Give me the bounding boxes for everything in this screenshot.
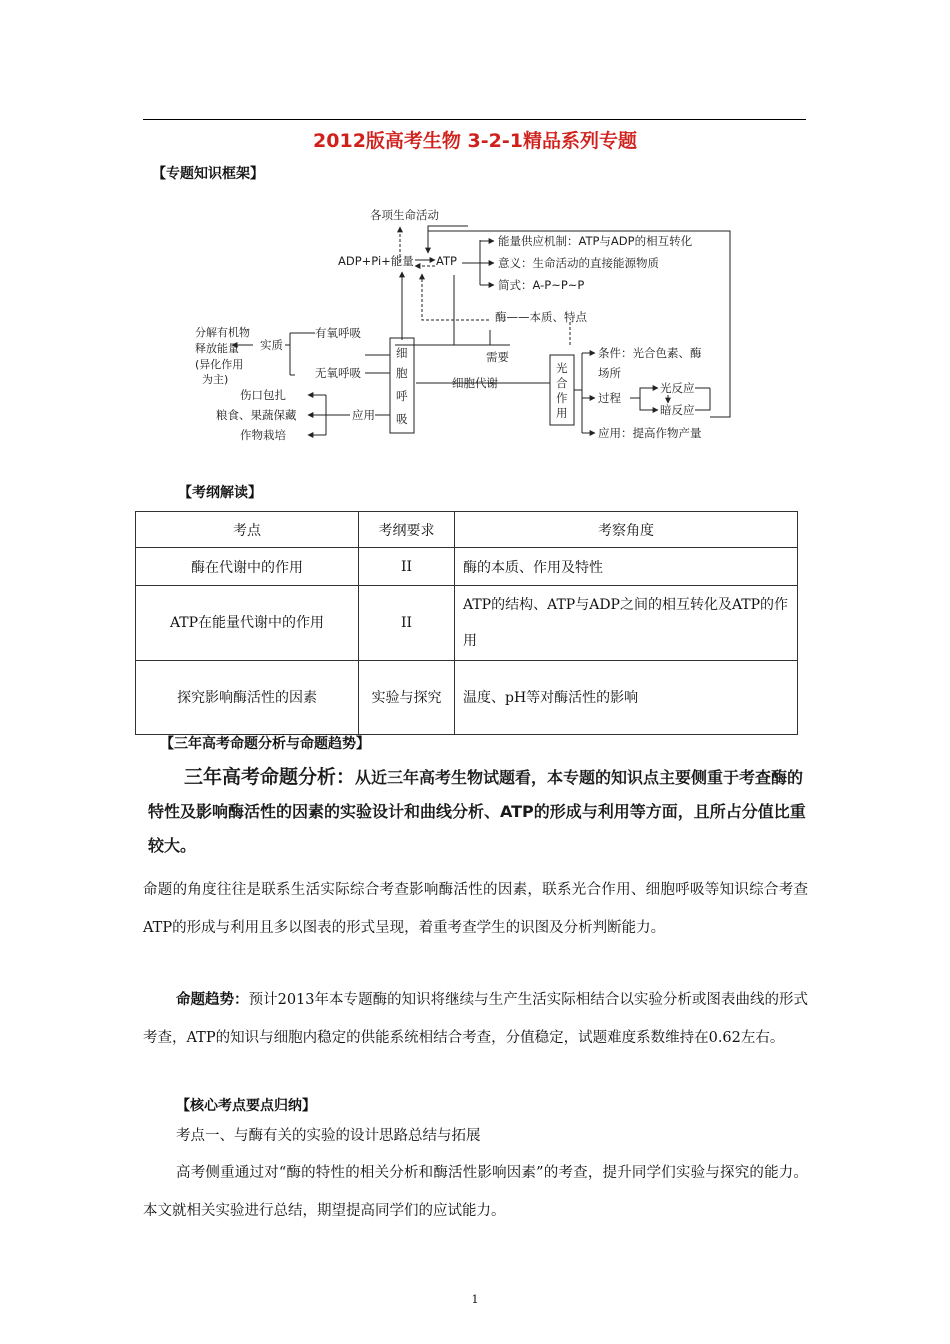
formula-label: 简式：A-P~P~P	[498, 278, 585, 292]
grain-label: 粮食、果蔬保藏	[216, 408, 297, 422]
paragraph-angle: 命题的角度往往是联系生活实际综合考查影响酶活性的因素，联系光合作用、细胞呼吸等知识综合考查ATP的形成与利用且多以图表的形式呈现，着重考查学生的识图及分析判断能力。	[143, 882, 808, 936]
table-cell: II	[359, 548, 455, 586]
wound-label: 伤口包扎	[240, 388, 286, 402]
page-title: 2012版高考生物 3-2-1精品系列专题	[313, 130, 637, 152]
table-cell: 酶在代谢中的作用	[136, 548, 359, 586]
atp-to-activities-line	[428, 226, 468, 253]
table-row	[136, 548, 798, 586]
decompose-label-2: 释放能量	[195, 342, 239, 355]
anaerobic-label: 无氧呼吸	[315, 366, 361, 380]
table-cell: ATP的结构、ATP与ADP之间的相互转化及ATP的作用	[455, 586, 798, 661]
table-cell: II	[359, 586, 455, 661]
respiration-char-3: 呼	[396, 389, 408, 403]
table-cell: 探究影响酶活性的因素	[136, 661, 359, 735]
application-label: 应用	[352, 408, 375, 422]
table-cell: 酶的本质、作用及特性	[455, 548, 798, 586]
section-framework-heading: 【专题知识框架】	[152, 166, 264, 182]
crop-label: 作物栽培	[240, 428, 286, 442]
analysis-text: 从近三年高考生物试题看，本专题的知识点主要侧重于考查酶的特性及影响酶活性的因素的实验设计和曲线分析、ATP的形成与利用等方面，且所占分值比重较大。	[148, 768, 806, 855]
aerobic-label: 有氧呼吸	[315, 326, 361, 340]
diagram-labels	[195, 208, 702, 442]
conditions-label: 条件：光合色素、酶	[598, 346, 702, 360]
site-label: 场所	[598, 366, 621, 380]
respiration-char-4: 吸	[396, 412, 408, 426]
paragraph-point-one: 高考侧重通过对“酶的特性的相关分析和酶活性影响因素”的考查，提升同学们实验与探究的能力。本文就相关实验进行总结，期望提高同学们的应试能力。	[143, 1165, 808, 1219]
photosynthesis-char-4: 用	[556, 406, 568, 420]
photosynthesis-char-3: 作	[556, 391, 568, 405]
table-header-row	[136, 512, 798, 548]
section-syllabus-heading: 【考纲解读】	[178, 485, 262, 501]
process-label: 过程	[598, 391, 621, 405]
respiration-char-1: 细	[396, 346, 408, 360]
atp-label: ATP	[436, 254, 457, 268]
analysis-lead: 三年高考命题分析：	[184, 766, 356, 788]
activities-label: 各项生命活动	[370, 208, 439, 222]
photosynthesis-char-2: 合	[556, 376, 568, 390]
essence-label: 实质	[260, 338, 283, 352]
analysis-block	[148, 760, 818, 863]
table-header-cell: 考察角度	[455, 512, 798, 548]
enzyme-label: 酶——本质、特点	[495, 310, 587, 324]
knowledge-framework-diagram	[190, 205, 750, 455]
mechanism-label: 能量供应机制：ATP与ADP的相互转化	[498, 234, 693, 248]
decompose-label-3: (异化作用	[195, 358, 244, 371]
table-cell: 温度、pH等对酶活性的影响	[455, 661, 798, 735]
trend-label: 命题趋势：	[176, 992, 249, 1008]
table-cell: ATP在能量代谢中的作用	[136, 586, 359, 661]
need-label: 需要	[486, 350, 509, 364]
trend-text: 预计2013年本专题酶的知识将继续与生产生活实际相结合以实验分析或图表曲线的形式考查，ATP的知识与细胞内稳定的供能系统相结合考查，分值稳定，试题难度系数维持在0.62左右。	[143, 992, 808, 1046]
decompose-label-4: 为主)	[202, 373, 229, 386]
respiration-char-2: 胞	[396, 366, 408, 380]
table-header-cell: 考纲要求	[359, 512, 455, 548]
syllabus-table	[135, 511, 798, 735]
decompose-label-1: 分解有机物	[195, 326, 250, 339]
metabolism-label: 细胞代谢	[452, 376, 498, 390]
table-row	[136, 661, 798, 735]
section-analysis-heading: 【三年高考命题分析与命题趋势】	[160, 736, 370, 752]
adp-label: ADP+Pi+能量	[338, 254, 414, 268]
dark-reaction-label: 暗反应	[660, 403, 695, 417]
table-row	[136, 586, 798, 661]
point-one-heading: 考点一、与酶有关的实验的设计思路总结与拓展	[176, 1128, 481, 1144]
meaning-label: 意义：生命活动的直接能源物质	[498, 256, 659, 270]
table-header-cell: 考点	[136, 512, 359, 548]
photosynthesis-char-1: 光	[556, 361, 568, 375]
ps-application-label: 应用：提高作物产量	[598, 426, 702, 440]
header-rule	[143, 119, 806, 120]
page-number: 1	[471, 1293, 479, 1306]
light-reaction-label: 光反应	[660, 381, 695, 395]
section-core-heading: 【核心考点要点归纳】	[176, 1098, 316, 1114]
table-cell: 实验与探究	[359, 661, 455, 735]
paragraph-trend	[143, 982, 808, 1057]
